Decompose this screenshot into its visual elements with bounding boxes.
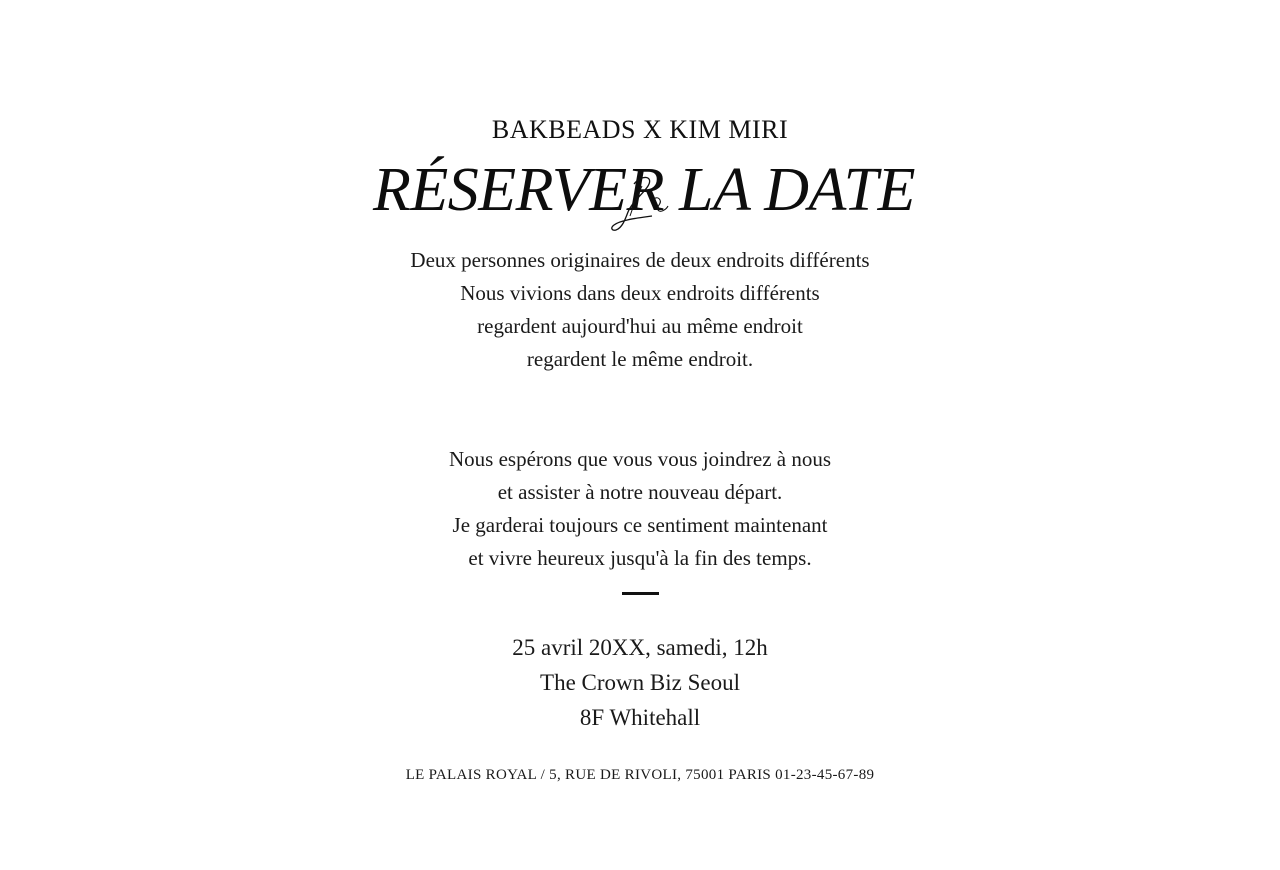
invitation-line: et vivre heureux jusqu'à la fin des temps. [468, 546, 812, 570]
invitation-paragraph [0, 443, 1280, 575]
poem-line: Nous vivions dans deux endroits différents [460, 281, 820, 305]
poem-line: Deux personnes originaires de deux endroits différents [410, 248, 870, 272]
save-the-date-title: RÉSERVER LA DATE [373, 156, 915, 224]
divider [622, 592, 659, 595]
invitation-line: Je garderai toujours ce sentiment maintenant [452, 513, 828, 537]
event-details [0, 630, 1280, 735]
poem-paragraph [0, 244, 1280, 376]
invitation-line: et assister à notre nouveau départ. [497, 480, 783, 504]
event-date: 25 avril 20XX, samedi, 12h [512, 635, 768, 660]
event-hall: 8F Whitehall [579, 705, 701, 730]
venue-address: LE PALAIS ROYAL / 5, RUE DE RIVOLI, 75001 PARIS 01-23-45-67-89 [405, 767, 875, 783]
event-venue: The Crown Biz Seoul [540, 670, 740, 695]
script-monogram-icon [608, 172, 678, 236]
poem-line: regardent aujourd'hui au même endroit [477, 314, 803, 338]
poem-line: regardent le même endroit. [526, 347, 754, 371]
invitation-line: Nous espérons que vous vous joindrez à nous [448, 447, 832, 471]
couple-names: BAKBEADS X KIM MIRI [491, 115, 789, 144]
